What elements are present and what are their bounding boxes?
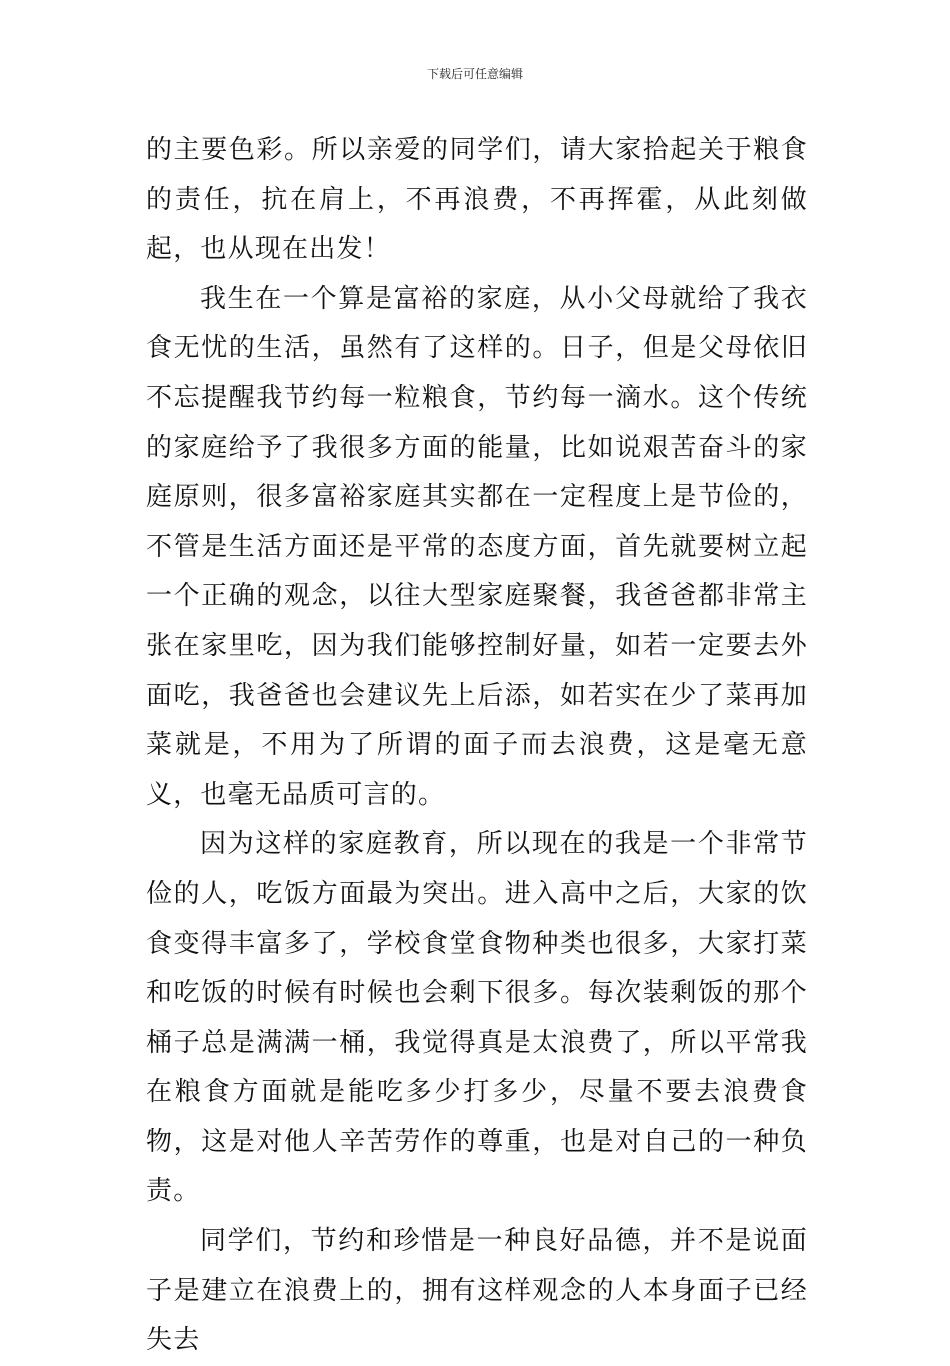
paragraph-4: 同学们，节约和珍惜是一种良好品德，并不是说面子是建立在浪费上的，拥有这样观念的人本身面子已经失去 [146,1226,808,1356]
paragraph-2: 我生在一个算是富裕的家庭，从小父母就给了我衣食无忧的生活，虽然有了这样的。日子，但是父母依旧不忘提醒我节约每一粒粮食，节约每一滴水。这个传统的家庭给予了我很多方面的能量，比如说艰苦奋斗的家庭原则，很多富裕家庭其实都在一定程度上是节俭的，不管是生活方面还是平常的态度方面，首先就要树立起一个正确的观念，以往大型家庭聚餐，我爸爸都非常主张在家里吃，因为我们能够控制好量，如若一定要去外面吃，我爸爸也会建议先上后添，如若实在少了菜再加菜就是，不用为了所谓的面子而去浪费，这是毫无意义，也毫无品质可言的。 [146,283,808,810]
document-body [146,126,808,1366]
paragraph-3: 因为这样的家庭教育，所以现在的我是一个非常节俭的人，吃饭方面最为突出。进入高中之后，大家的饮食变得丰富多了，学校食堂食物种类也很多，大家打菜和吃饭的时候有时候也会剩下很多。每次装剩饭的那个桶子总是满满一桶，我觉得真是太浪费了，所以平常我在粮食方面就是能吃多少打多少，尽量不要去浪费食物，这是对他人辛苦劳作的尊重，也是对自己的一种负责。 [146,829,808,1207]
paragraph-1: 的主要色彩。所以亲爱的同学们，请大家拾起关于粮食的责任，抗在肩上，不再浪费，不再挥霍，从此刻做起，也从现在出发！ [146,135,808,265]
page-header-note: 下载后可任意编辑 [426,67,523,81]
